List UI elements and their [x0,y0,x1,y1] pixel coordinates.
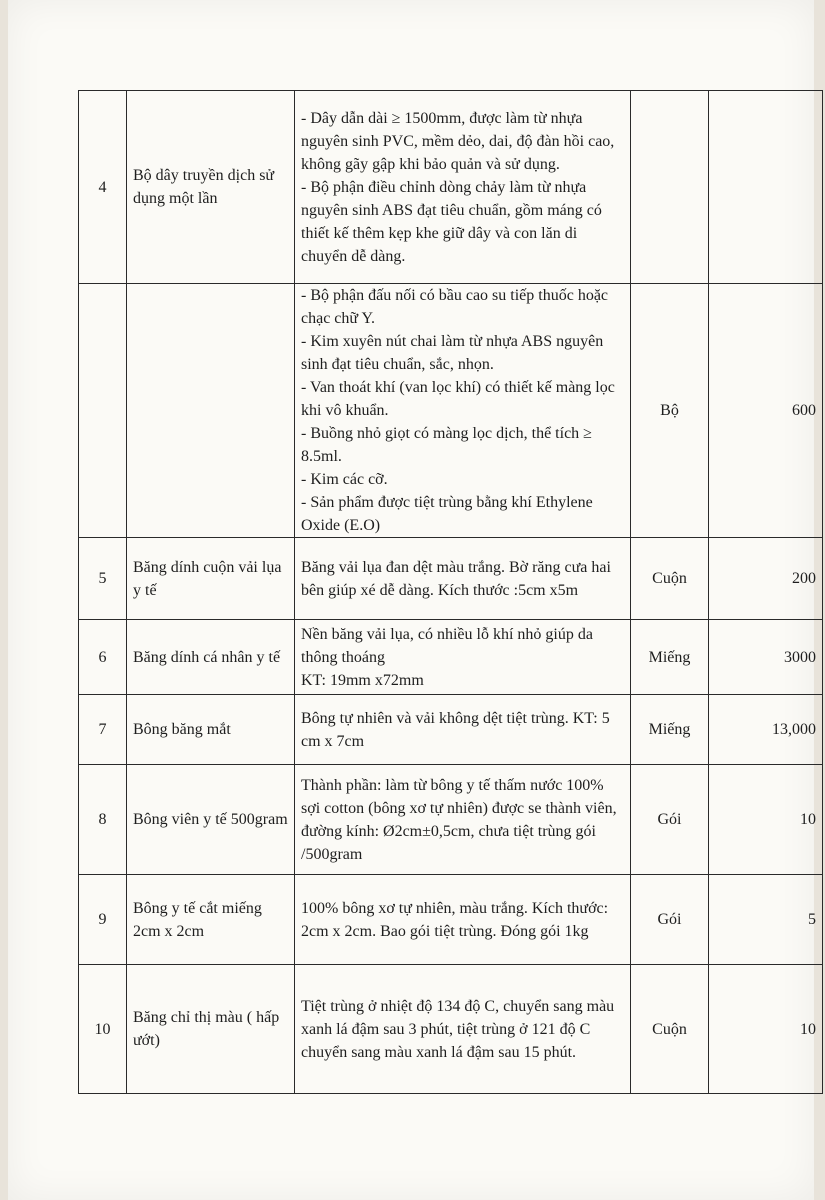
document-page [8,0,814,1200]
item-description [295,538,631,620]
item-name: Băng dính cuộn vải lụa y tế [127,538,295,620]
row-number: 10 [79,965,127,1094]
item-name [127,284,295,538]
description-line: Băng vải lụa đan dệt màu trắng. Bờ răng cưa hai bên giúp xé dễ dàng. Kích thước :5cm x5m [301,558,611,599]
item-unit: Gói [631,875,709,965]
description-line: 100% bông xơ tự nhiên, màu trắng. Kích thước: 2cm x 2cm. Bao gói tiệt trùng. Đóng gói 1kg [301,899,609,940]
table-row [79,284,823,538]
item-name: Băng dính cá nhân y tế [127,620,295,695]
table-row [79,765,823,875]
item-description [295,695,631,765]
specification-table [78,90,823,1094]
description-line: - Kim xuyên nút chai làm từ nhựa ABS nguyên sinh đạt tiêu chuẩn, sắc, nhọn. [301,333,604,373]
description-line: - Bộ phận điều chỉnh dòng chảy làm từ nhựa nguyên sinh ABS đạt tiêu chuẩn, gồm máng có thiết kế thêm kẹp khe giữ dây và con lăn di chuyển dễ dàng. [301,178,602,265]
table-row [79,695,823,765]
table-row [79,538,823,620]
item-name: Bông viên y tế 500gram [127,765,295,875]
item-quantity: 10 [709,965,823,1094]
description-line: Thành phần: làm từ bông y tế thấm nước 100% sợi cotton (bông xơ tự nhiên) được se thành viên, đường kính: Ø2cm±0,5cm, chưa tiệt trùng gói /500gram [301,776,617,863]
item-quantity: 3000 [709,620,823,695]
item-description [295,91,631,284]
item-quantity: 10 [709,765,823,875]
item-name: Bông băng mắt [127,695,295,765]
description-line: - Bộ phận đấu nối có bầu cao su tiếp thuốc hoặc chạc chữ Y. [301,287,609,327]
description-line: - Dây dẫn dài ≥ 1500mm, được làm từ nhựa nguyên sinh PVC, mềm dẻo, dai, độ đàn hồi cao, không gãy gập khi bảo quản và sử dụng. [301,109,615,173]
item-name: Bông y tế cắt miếng 2cm x 2cm [127,875,295,965]
item-unit: Cuộn [631,538,709,620]
table-row [79,875,823,965]
row-number: 9 [79,875,127,965]
row-number [79,284,127,538]
row-number: 8 [79,765,127,875]
table-row [79,620,823,695]
description-line: - Kim các cỡ. [301,471,388,488]
row-number: 5 [79,538,127,620]
item-quantity [709,91,823,284]
item-description [295,620,631,695]
item-description [295,765,631,875]
item-unit: Miếng [631,695,709,765]
description-line: KT: 19mm x72mm [301,671,424,689]
row-number: 7 [79,695,127,765]
item-description [295,875,631,965]
item-description [295,965,631,1094]
item-unit: Gói [631,765,709,875]
item-name: Băng chỉ thị màu ( hấp ướt) [127,965,295,1094]
item-quantity: 200 [709,538,823,620]
description-line: Nền băng vải lụa, có nhiều lỗ khí nhỏ giúp da thông thoáng [301,625,593,666]
table-row [79,91,823,284]
item-unit: Miếng [631,620,709,695]
description-line: Bông tự nhiên và vải không dệt tiệt trùng. KT: 5 cm x 7cm [301,709,610,750]
table-row [79,965,823,1094]
item-quantity: 600 [709,284,823,538]
item-unit: Bộ [631,284,709,538]
item-quantity: 13,000 [709,695,823,765]
item-unit: Cuộn [631,965,709,1094]
description-line: - Sản phẩm được tiệt trùng bằng khí Ethylene Oxide (E.O) [301,494,593,534]
item-unit [631,91,709,284]
item-description [295,284,631,538]
item-name: Bộ dây truyền dịch sử dụng một lần [127,91,295,284]
description-line: Tiệt trùng ở nhiệt độ 134 độ C, chuyển sang màu xanh lá đậm sau 3 phút, tiệt trùng ở 121 độ C chuyển sang màu xanh lá đậm sau 15 phút. [301,997,615,1061]
row-number: 4 [79,91,127,284]
row-number: 6 [79,620,127,695]
item-quantity: 5 [709,875,823,965]
description-line: - Van thoát khí (van lọc khí) có thiết kế màng lọc khi vô khuẩn. [301,379,615,419]
description-line: - Buồng nhỏ giọt có màng lọc dịch, thể tích ≥ 8.5ml. [301,425,592,465]
